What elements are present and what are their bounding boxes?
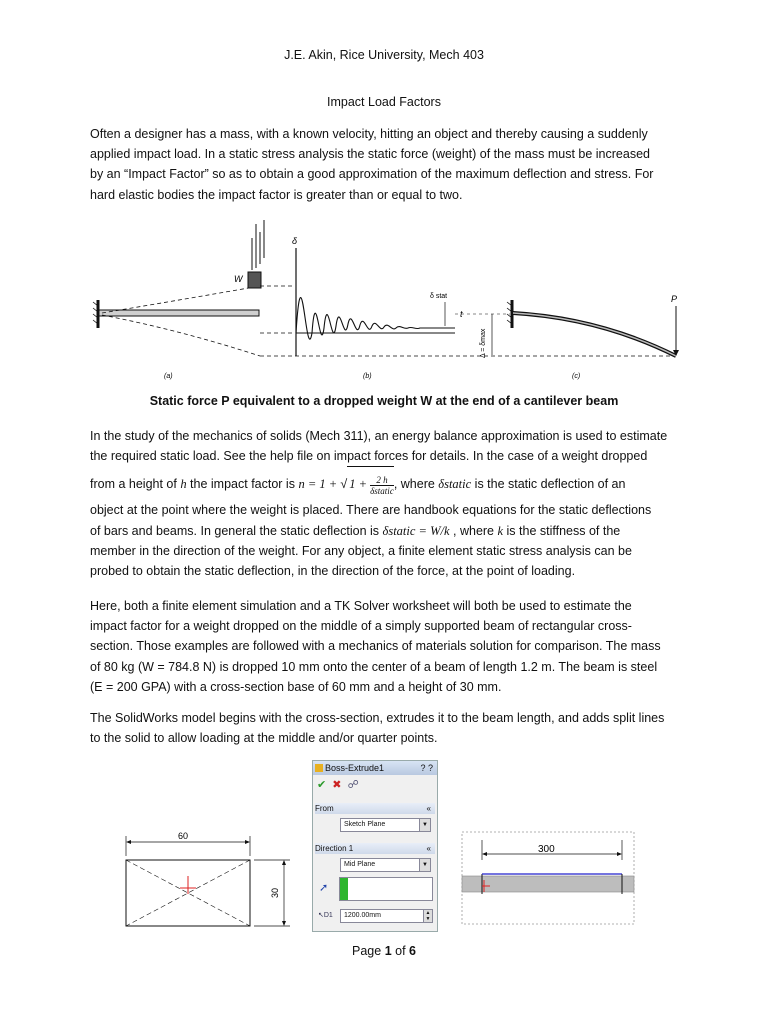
direction-select[interactable]: Mid Plane: [340, 858, 431, 872]
from-section-header[interactable]: From «: [315, 803, 435, 814]
collapse-icon[interactable]: «: [426, 844, 431, 853]
preview-icon[interactable]: ☍: [347, 779, 359, 791]
from-select[interactable]: Sketch Plane: [340, 818, 431, 832]
sqrt-sign: √: [340, 477, 348, 492]
text-line: (E = 200 GPA) with a cross-section base of 60 mm and a height of 30 mm.: [90, 679, 502, 694]
label-t: t: [460, 309, 463, 319]
direction-selection-box[interactable]: [339, 877, 433, 901]
ok-check-icon[interactable]: ✔: [317, 779, 327, 791]
text-line: probed to obtain the static deflection, in the direction of the force, at the point of loading.: [90, 564, 576, 579]
panel-title-bar: Boss-Extrude1 ? ?: [313, 761, 437, 775]
collapse-icon[interactable]: «: [426, 804, 431, 813]
boss-extrude-panel: [312, 760, 438, 932]
direction-dropdown-icon[interactable]: ▼: [419, 858, 431, 872]
paragraph-example: [90, 596, 688, 697]
label-c: (c): [572, 373, 581, 380]
page-header: J.E. Akin, Rice University, Mech 403: [284, 48, 484, 62]
height-dimension: 30: [270, 887, 280, 898]
label-b: (b): [363, 373, 372, 380]
text-line: of 80 kg (W = 784.8 N) is dropped 10 mm onto the center of a beam of length 1.2 m. The beam is steel: [90, 659, 658, 674]
direction-section-header[interactable]: Direction 1 «: [315, 843, 435, 854]
page-title: Impact Load Factors: [327, 95, 441, 109]
label-delta-max: Δ = δmax: [480, 328, 487, 358]
beam-body: [462, 876, 634, 892]
beam-split-view: [460, 830, 636, 926]
text-line: In the study of the mechanics of solids (Mech 311), an energy balance approximation is used to estimate: [90, 429, 668, 443]
text-line-formula: from a height of h the impact factor is n = 1 + √ 1 + $\frac{2 h}{\text{δstatic}}$ , where δstatic is the static deflection of an: [90, 466, 688, 500]
upper-envelope: [102, 286, 260, 313]
text-line: the required static load. See the help file on impact forces for details. In the case of a weight dropped: [90, 449, 648, 464]
text-line: section. Those examples are followed with a mechanics of materials solution for comparison. The mass: [90, 639, 661, 654]
feature-icon: [315, 764, 323, 772]
beam-c-deflected: [513, 313, 676, 356]
impact-fraction: $\frac{2 h}{\text{δstatic}}$: [370, 474, 394, 496]
paragraph-solidworks: [90, 708, 688, 748]
selection-accent: [340, 878, 348, 900]
text-line: The SolidWorks model begins with the cross-section, extrudes it to the beam length, and adds split lines: [90, 711, 665, 725]
figure-caption: Static force P equivalent to a dropped weight W at the end of a cantilever beam: [149, 394, 619, 408]
text-line: by an “Impact Factor” so as to obtain a good approximation of the maximum deflection and stress. For: [90, 167, 654, 182]
cancel-x-icon[interactable]: ✖: [332, 779, 342, 791]
cantilever-impact-figure: [90, 218, 690, 383]
text-line: Often a designer has a mass, with a known velocity, hitting an object and thereby causing a suddenly: [90, 127, 648, 141]
lower-envelope: [102, 315, 260, 356]
help-icon[interactable]: ? ?: [420, 763, 433, 773]
label-delta-stat: δ stat: [430, 293, 448, 300]
label-w: W: [234, 274, 243, 284]
text-line: to the solid to allow loading at the middle and/or quarter points.: [90, 731, 438, 746]
direction-arrow-icon[interactable]: ➚: [319, 882, 329, 894]
depth-icon: ↖D1: [318, 912, 333, 919]
label-p: P: [671, 294, 678, 304]
cross-section-sketch: [118, 826, 294, 934]
from-dropdown-icon[interactable]: ▼: [419, 818, 431, 832]
text-line: object at the point where the weight is placed. There are handbook equations for the static deflections: [90, 503, 652, 518]
drop-lines: [252, 220, 264, 270]
text-line: member in the direction of the weight. For any object, a finite element static stress analysis can be: [90, 543, 632, 558]
length-dimension: 300: [538, 844, 555, 855]
label-a: (a): [164, 373, 173, 380]
width-dimension: 60: [178, 831, 189, 841]
beam-a: [99, 310, 259, 316]
paragraph-energy: [90, 426, 688, 581]
sqrt-body: 1 + $\frac{2 h}{\text{δstatic}}$: [347, 466, 394, 501]
depth-input[interactable]: 1200.00mm: [340, 909, 425, 923]
page-footer: Page 1 of 6: [352, 944, 416, 958]
paragraph-intro: [90, 124, 688, 205]
depth-spinner[interactable]: ▲ ▼: [423, 909, 433, 923]
text-line: impact factor for a weight dropped on the middle of a simply supported beam of rectangular cross-: [90, 619, 632, 634]
text-line: Here, both a finite element simulation and a TK Solver worksheet will both be used to estimate the: [90, 599, 632, 613]
text-line: of bars and beams. In general the static deflection is δstatic = W/k , where k is the stiffness of the: [90, 523, 621, 538]
weight-block: [248, 272, 261, 288]
text-line: hard elastic bodies the impact factor is greater than or equal to two.: [90, 187, 463, 202]
label-delta: δ: [292, 236, 298, 246]
text-line: applied impact load. In a static stress analysis the static force (weight) of the mass must be increased: [90, 147, 650, 162]
